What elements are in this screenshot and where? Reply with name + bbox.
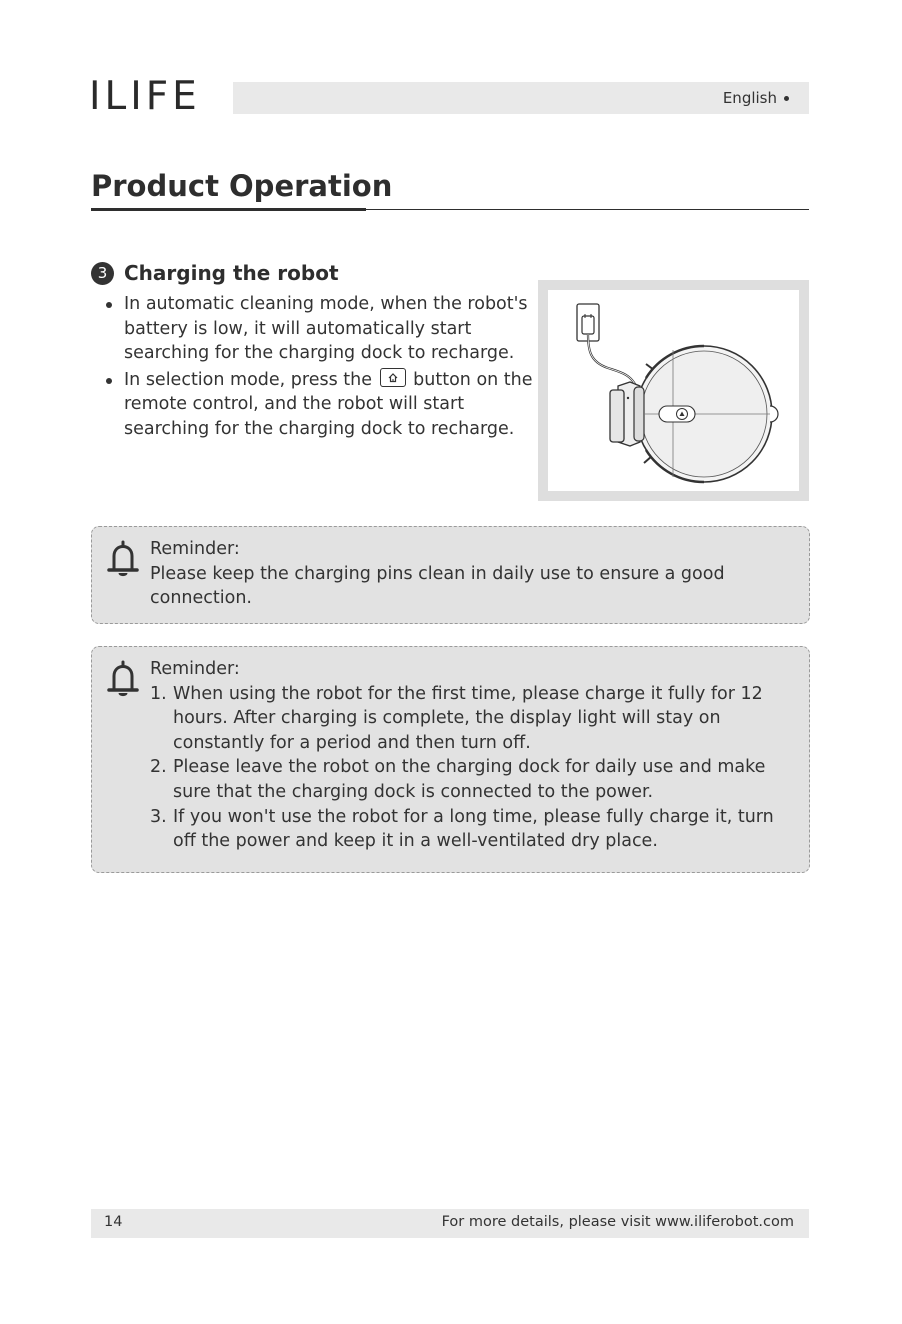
bullet-icon — [106, 378, 112, 384]
list-item — [150, 682, 790, 756]
reminder-title: Reminder: — [150, 659, 240, 679]
step-number-badge: 3 — [91, 262, 114, 285]
home-icon — [380, 368, 406, 387]
list-item-text: Please leave the robot on the charging dock for daily use and make sure that the charging dock is connected to the power. — [173, 757, 766, 802]
list-item — [106, 368, 536, 442]
footer-note: For more details, please visit www.iliferobot.com — [441, 1214, 794, 1230]
list-item-text-end: button on the remote control, and the robot will start searching for the charging dock to recharge. — [124, 369, 533, 439]
item-number: 3. — [150, 806, 167, 827]
item-number: 2. — [150, 757, 167, 778]
list-item-text: If you won't use the robot for a long time, please fully charge it, turn off the power and keep it in a well-ventilated dry place. — [173, 806, 774, 852]
robot-charging-illustration — [548, 290, 799, 491]
reminder-box — [91, 646, 810, 873]
reminder-content — [150, 537, 790, 611]
language-label: English — [723, 89, 789, 107]
item-number: 1. — [150, 683, 167, 704]
bell-icon — [106, 659, 140, 699]
reminder-box — [91, 526, 810, 624]
language-bar — [233, 82, 809, 114]
list-item — [106, 292, 536, 366]
brand-logo: ILIFE — [89, 74, 201, 119]
list-item-text: When using the robot for the first time, please charge it fully for 12 hours. After charging is complete, the display light will stay on constantly for a period and then turn off. — [173, 683, 763, 753]
page-footer — [91, 1209, 809, 1238]
reminder-title: Reminder: — [150, 539, 240, 559]
bell-icon — [106, 539, 140, 579]
list-item — [150, 805, 790, 854]
title-underline — [91, 208, 366, 211]
reminder-text: Please keep the charging pins clean in daily use to ensure a good connection. — [150, 563, 725, 609]
bullet-icon — [106, 302, 112, 308]
list-item-text: In automatic cleaning mode, when the robot's battery is low, it will automatically start searching for the charging dock to recharge. — [124, 294, 528, 364]
page-title: Product Operation — [91, 169, 393, 203]
bullet-icon — [784, 96, 789, 101]
illustration-frame — [538, 280, 809, 501]
instruction-list — [106, 292, 536, 444]
list-item — [150, 755, 790, 804]
reminder-content — [150, 657, 790, 854]
reminder-list — [150, 682, 790, 854]
page-number: 14 — [104, 1214, 123, 1230]
list-item-text-start: In selection mode, press the — [124, 369, 372, 390]
section-heading: Charging the robot — [124, 261, 339, 285]
